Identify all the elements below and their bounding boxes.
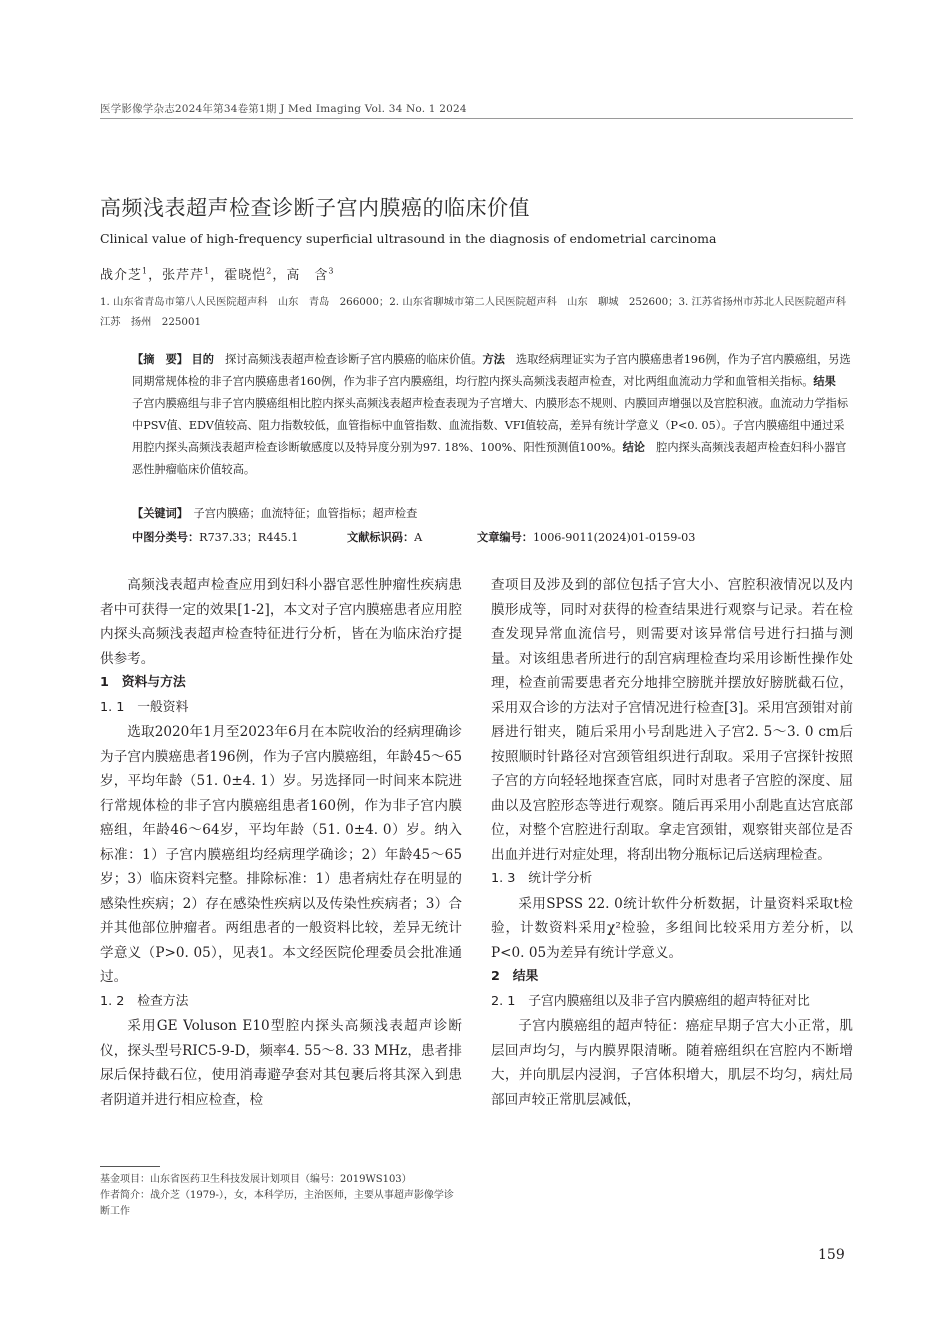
title-chinese: 高频浅表超声检查诊断子宫内膜癌的临床价值 — [100, 196, 530, 220]
author-bio-note: 作者简介：战介芝（1979-），女，本科学历，主治医师，主要从事超声影像学诊断工作 — [100, 1190, 454, 1217]
keywords — [132, 505, 417, 521]
author-affil-mark: 1 — [204, 266, 211, 276]
paragraph: 查项目及涉及到的部位包括子宫大小、宫腔积液情况以及内膜形成等，同时对获得的检查结果进行观察与记录。若在检查发现异常血流信号，则需要对该异常信号进行扫描与测量。对该组患者所进行的刮宫病理检查均采用诊断性操作处理，检查前需要患者充分地排空膀胱并摆放好膀胱截石位，采用双合诊的方法对子宫情况进行检查[3]。采用宫颈钳对前唇进行钳夹，随后采用小号刮匙进入子宫2. 5～3. 0 cm后按照顺时针路径对宫颈管组织进行刮取。采用子宫探针按照子宫的方向轻轻地探查宫底，同时对患者子宫腔的深度、屈曲以及宫腔形态等进行观察。随后再采用小刮匙直达宫底部位，对整个宫腔进行刮取。拿走宫颈钳，观察钳夹部位是否出血并进行对症处理，将刮出物分瓶标记后送病理检查。 — [491, 577, 853, 863]
abstract-label: 【摘 要】 — [132, 353, 188, 366]
paragraph: 采用SPSS 22. 0统计软件分析数据，计量资料采取t检验，计数资料采用χ²检验，多组间比较采用方差分析，以P<0. 05为差异有统计学意义。 — [491, 895, 853, 961]
funding-note: 基金项目：山东省医药卫生科技发展计划项目（编号：2019WS103） — [100, 1174, 412, 1185]
author-affil-mark: 3 — [328, 266, 335, 276]
author-name: 战介芝 — [100, 268, 143, 283]
body-column-left — [100, 573, 462, 1112]
article-number-value: 1006-9011(2024)01-0159-03 — [532, 531, 696, 544]
doc-code-label: 文献标识码： — [347, 531, 415, 544]
author-name: 张芹芹 — [162, 268, 205, 283]
subsection-heading: 1. 1 一般资料 — [100, 699, 189, 715]
keywords-label: 【关键词】 — [132, 507, 183, 520]
author-name: 霍晓恺 — [224, 268, 267, 283]
subsection-heading: 2. 1 子宫内膜癌组以及非子宫内膜癌组的超声特征对比 — [491, 993, 810, 1009]
paragraph: 子宫内膜癌组的超声特征：癌症早期子宫大小正常，肌层回声均匀，与内膜界限清晰。随着癌组织在宫腔内不断增大，并向肌层内浸润，子宫体积增大，肌层不均匀，病灶局部回声较正常肌层减低， — [491, 1018, 853, 1108]
author-affil-mark: 1 — [142, 266, 149, 276]
classification-line — [132, 529, 695, 545]
conclusion-label: 结论 — [622, 441, 645, 454]
clc-value: R737.33；R445.1 — [199, 531, 299, 544]
section-heading: 1 资料与方法 — [100, 675, 186, 690]
article-number-label: 文章编号： — [477, 531, 533, 544]
keywords-text: 子宫内膜癌；血流特征；血管指标；超声检查 — [193, 507, 418, 520]
paragraph: 采用GE Voluson E10型腔内探头高频浅表超声诊断仪，探头型号RIC5-9-D，频率4. 55～8. 33 MHz，患者排尿后保持截石位，使用消毒避孕套对其包裹后将其深入到患者阴道并进行相应检查，检 — [100, 1018, 462, 1108]
footnotes — [100, 1172, 462, 1220]
abstract — [132, 349, 855, 481]
subsection-heading: 1. 3 统计学分析 — [491, 871, 593, 886]
methods-label: 方法 — [482, 353, 505, 366]
methods-text: 选取经病理证实为子宫内膜癌患者196例，作为子宫内膜癌组，另选同期常规体检的非子宫内膜癌患者160例，作为非子宫内膜癌组，均行腔内探头高频浅表超声检查，对比两组血流动力学和血管相关指标。 — [132, 353, 851, 388]
objective-text: 探讨高频浅表超声检查诊断子宫内膜癌的临床价值。 — [225, 353, 483, 366]
author-name: 高 含 — [286, 268, 329, 283]
page-number: 159 — [818, 1247, 845, 1263]
objective-label: 目的 — [191, 353, 214, 366]
footnote-rule — [100, 1166, 160, 1167]
affiliations: 1. 山东省青岛市第八人民医院超声科 山东 青岛 266000；2. 山东省聊城市第二人民医院超声科 山东 聊城 252600；3. 江苏省扬州市苏北人民医院超声科 江苏 扬州 225001 — [100, 296, 857, 328]
header-rule — [100, 118, 853, 119]
paragraph: 高频浅表超声检查应用到妇科小器官恶性肿瘤性疾病患者中可获得一定的效果[1-2]，本文对子宫内膜癌患者应用腔内探头高频浅表超声检查特征进行分析，皆在为临床治疗提供参考。 — [100, 577, 462, 667]
author-list: 战介芝$^1$，张芹芹$^1$，霍晓恺$^2$，高 含$^3$ — [100, 266, 335, 283]
conclusion-text: 腔内探头高频浅表超声检查妇科小器官恶性肿瘤临床价值较高。 — [132, 441, 847, 476]
results-label: 结果 — [813, 375, 836, 388]
subsection-heading: 1. 2 检查方法 — [100, 993, 189, 1009]
paragraph: 选取2020年1月至2023年6月在本院收治的经病理确诊为子宫内膜癌患者196例，作为子宫内膜癌组，年龄45～65岁，平均年龄（51. 0±4. 1）岁。另选择同一时间来本院进行常规体检的非子宫内膜癌组患者160例，作为非子宫内膜癌组，年龄46～64岁，平均年龄（51. 0±4. 0）岁。纳入标准：1）子宫内膜癌组均经病理学确诊；2）年龄45～65岁；3）临床资料完整。排除标准：1）患者病灶存在明显的感染性疾病；2）存在感染性疾病以及传染性疾病者；3）合并其他部位肿瘤者。两组患者的一般资料比较，差异无统计学意义（P>0. 05），见表1。本文经医院伦理委员会批准通过。 — [100, 724, 462, 985]
results-text: 子宫内膜癌组与非子宫内膜癌组相比腔内探头高频浅表超声检查表现为子宫增大、内膜形态不规则、内膜回声增强以及宫腔积液。血流动力学指标中PSV值、EDV值较高、阻力指数较低，血管指标中血管指数、血流指数、VFI值较高，差异有统计学意义（P<0. 05）。子宫内膜癌组中通过采用腔内探头高频浅表超声检查诊断敏感度以及特异度分别为97. 18%、100%、阳性预测值100%。 — [132, 397, 849, 454]
title-english: Clinical value of high-frequency superficial ultrasound in the diagnosis of endometrial carcinoma — [100, 231, 717, 246]
section-heading: 2 结果 — [491, 969, 539, 984]
running-head: 医学影像学杂志2024年第34卷第1期 J Med Imaging Vol. 34 No. 1 2024 — [100, 103, 467, 115]
body-column-right — [491, 573, 853, 1112]
clc-label: 中图分类号： — [132, 531, 200, 544]
doc-code-value: A — [414, 531, 423, 544]
author-affil-mark: 2 — [266, 266, 273, 276]
